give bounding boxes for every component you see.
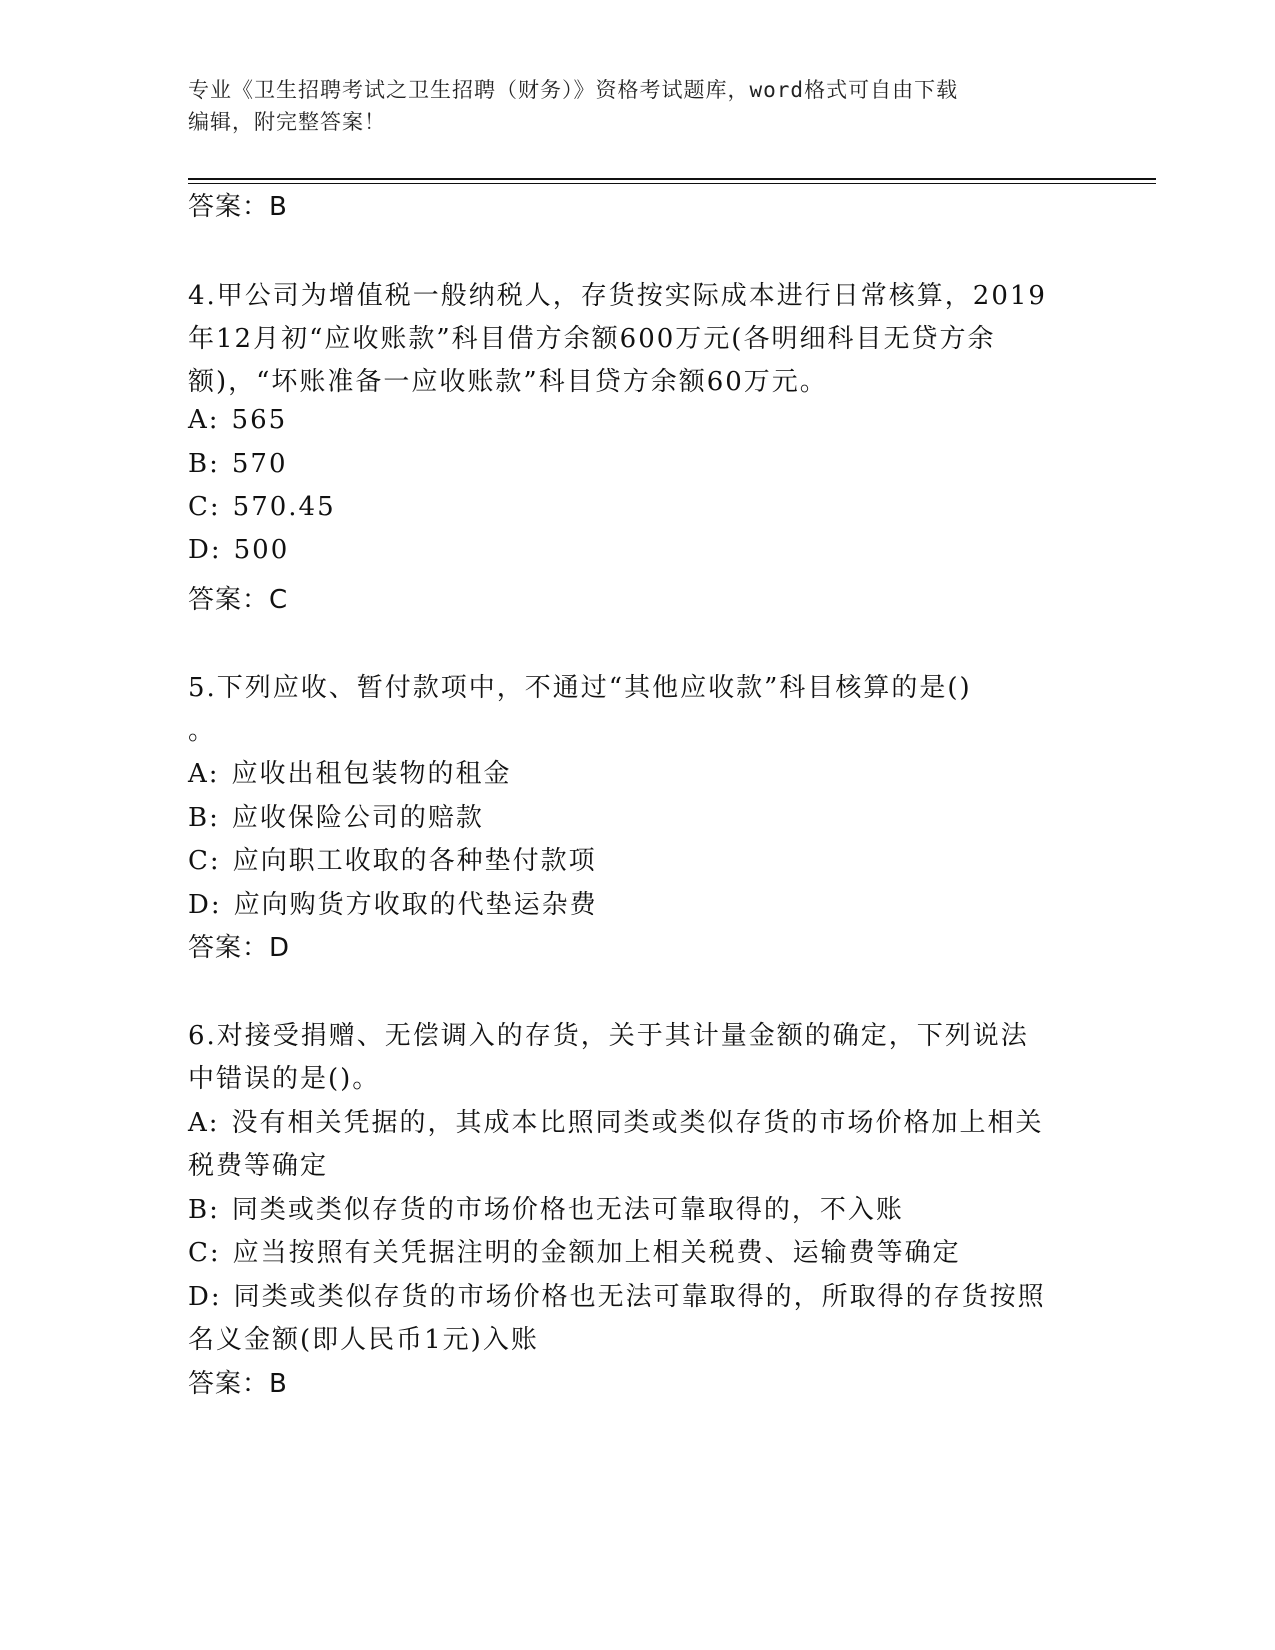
q5-stem-line-2: 。 — [188, 716, 217, 746]
q6-option-c — [188, 1232, 961, 1269]
header-divider-thick — [188, 178, 1156, 180]
q6-answer: 答案：B — [188, 1369, 288, 1399]
q6-stem-line-1: 6.对接受捐赠、无偿调入的存货，关于其计量金额的确定，下列说法 — [188, 1021, 1029, 1051]
header-divider-thin — [188, 183, 1156, 184]
q5-option-d — [188, 884, 598, 921]
option-key: C: — [188, 492, 221, 522]
option-key: B: — [188, 1195, 220, 1225]
q4-option-d — [188, 535, 289, 565]
q5-option-c — [188, 840, 597, 877]
option-key: D: — [188, 535, 222, 565]
option-text: 同类或类似存货的市场价格也无法可靠取得的，所取得的存货按照 — [233, 1282, 1046, 1312]
q4-stem-line-1: 4.甲公司为增值税一般纳税人，存货按实际成本进行日常核算，2019 — [188, 281, 1047, 311]
q3-answer: 答案：B — [188, 192, 288, 222]
option-text: 没有相关凭据的，其成本比照同类或类似存货的市场价格加上相关 — [231, 1108, 1044, 1138]
option-key: B: — [188, 803, 220, 833]
header-line-2: 编辑，附完整答案！ — [188, 110, 386, 134]
q4-answer: 答案：C — [188, 585, 289, 615]
option-text: 应向购货方收取的代垫运杂费 — [233, 890, 598, 920]
header-line-1: 专业《卫生招聘考试之卫生招聘（财务）》资格考试题库，word格式可自由下载 — [188, 78, 959, 102]
q6-option-a-line-2: 税费等确定 — [188, 1151, 329, 1181]
q4-stem-line-3: 额)，“坏账准备一应收账款”科目贷方余额60万元。 — [188, 367, 828, 397]
q6-option-a-line-1 — [188, 1102, 1044, 1139]
q5-option-a — [188, 753, 512, 790]
option-text: 同类或类似存货的市场价格也无法可靠取得的，不入账 — [231, 1195, 904, 1225]
q6-stem-line-2: 中错误的是()。 — [188, 1064, 381, 1094]
q4-option-a — [188, 405, 287, 435]
q6-option-d-line-1 — [188, 1276, 1046, 1313]
q5-stem-line-1: 5.下列应收、暂付款项中，不通过“其他应收款”科目核算的是() — [188, 673, 972, 703]
option-key: C: — [188, 846, 221, 876]
option-text: 应向职工收取的各种垫付款项 — [232, 846, 597, 876]
q6-option-d-line-2: 名义金额(即人民币1元)入账 — [188, 1325, 539, 1355]
q4-option-b — [188, 449, 288, 479]
option-key: D: — [188, 890, 222, 920]
option-text: 565 — [231, 405, 288, 435]
q4-option-c — [188, 492, 336, 522]
q4-stem-line-2: 年12月初“应收账款”科目借方余额600万元(各明细科目无贷方余 — [188, 324, 996, 354]
q5-option-b — [188, 797, 484, 834]
option-key: C: — [188, 1238, 221, 1268]
option-key: D: — [188, 1282, 222, 1312]
option-key: A: — [188, 759, 220, 789]
q6-option-b — [188, 1189, 904, 1226]
option-text: 应当按照有关凭据注明的金额加上相关税费、运输费等确定 — [232, 1238, 961, 1268]
option-text: 570 — [231, 449, 288, 479]
option-text: 应收保险公司的赔款 — [231, 803, 484, 833]
option-key: A: — [188, 1108, 220, 1138]
option-key: A: — [188, 405, 220, 435]
option-key: B: — [188, 449, 220, 479]
document-header — [188, 74, 1088, 138]
q5-answer: 答案：D — [188, 933, 291, 963]
option-text: 500 — [233, 535, 290, 565]
option-text: 应收出租包装物的租金 — [231, 759, 512, 789]
option-text: 570.45 — [232, 492, 336, 522]
